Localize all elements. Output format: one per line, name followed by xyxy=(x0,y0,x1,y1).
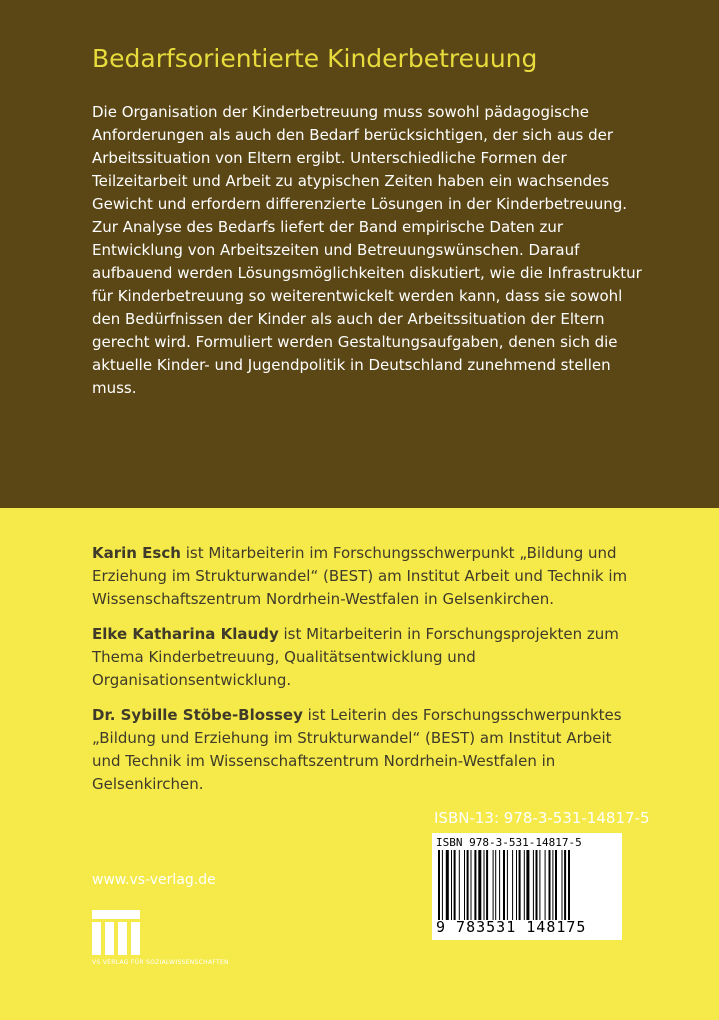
author-name: Karin Esch xyxy=(92,544,181,562)
author-bio xyxy=(92,623,644,692)
publisher-name: VS VERLAG FÜR SOZIALWISSENSCHAFTEN xyxy=(92,959,229,966)
book-title: Bedarfsorientierte Kinderbetreuung xyxy=(92,44,538,73)
isbn-label: ISBN-13: 978-3-531-14817-5 xyxy=(434,809,650,827)
barcode-isbn-text: ISBN 978-3-531-14817-5 xyxy=(436,836,582,849)
barcode-digits: 9 783531 148175 xyxy=(436,918,587,936)
author-bio xyxy=(92,704,644,796)
barcode-bars xyxy=(438,850,614,920)
book-blurb: Die Organisation der Kinderbetreuung muss sowohl pädagogische Anforderungen als auch den Bedarf berücksichtigen, der sich aus der Arbeitssituation von Eltern ergibt. Unterschiedliche Formen der Teilzeitarbeit und Arbeit zu atypischen Zeiten haben ein wachsendes Gewicht und erfordern differenzierte Lösungen in der Kinderbetreuung. Zur Analyse des Bedarfs liefert der Band empirische Daten zur Entwicklung von Arbeitszeiten und Betreuungswünschen. Darauf aufbauend werden Lösungsmöglichkeiten diskutiert, wie die Infrastruktur für Kinderbetreuung so weiterentwickelt werden kann, dass sie sowohl den Bedürfnissen der Kinder als auch der Arbeitssituation der Eltern gerecht wird. Formuliert werden Gestaltungsaufgaben, denen sich die aktuelle Kinder- und Jugendpolitik in Deutschland zunehmend stellen muss. xyxy=(92,103,642,397)
author-description: ist Leiterin des Forschungsschwerpunktes „Bildung und Erziehung im Strukturwandel“ (BEST) am Institut Arbeit und Technik im Wissenschaftszentrum Nordrhein-Westfalen in Gelsenkirchen. xyxy=(92,706,622,793)
author-name: Elke Katharina Klaudy xyxy=(92,625,279,643)
author-bio xyxy=(92,542,644,611)
publisher-url: www.vs-verlag.de xyxy=(92,872,216,888)
author-description: ist Mitarbeiterin im Forschungsschwerpunkt „Bildung und Erziehung im Strukturwandel“ (BEST) am Institut Arbeit und Technik im Wissenschaftszentrum Nordrhein-Westfalen in Gelsenkirchen. xyxy=(92,544,628,608)
publisher-logo-icon xyxy=(92,910,140,955)
barcode xyxy=(432,833,622,940)
author-description: ist Mitarbeiterin in Forschungsprojekten zum Thema Kinderbetreuung, Qualitätsentwicklung und Organisationsentwicklung. xyxy=(92,625,619,689)
author-bios xyxy=(92,542,644,808)
author-name: Dr. Sybille Stöbe-Blossey xyxy=(92,706,303,724)
